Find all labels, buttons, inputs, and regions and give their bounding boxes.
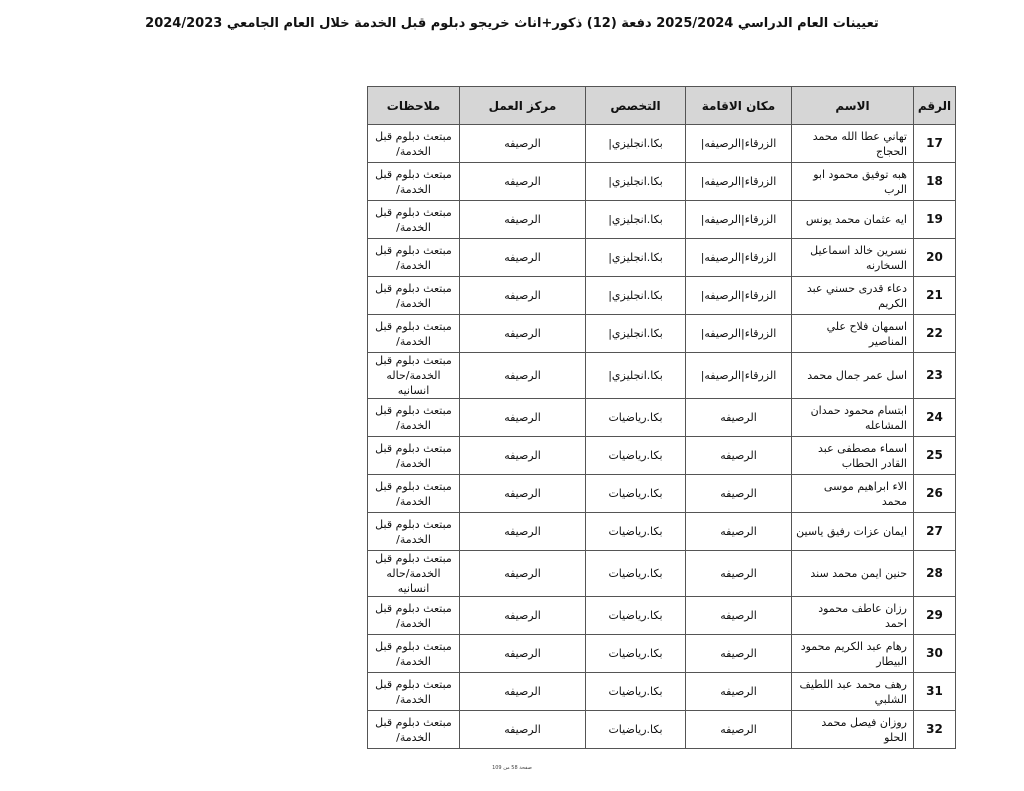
- row-number: 18: [914, 163, 956, 201]
- row-specialty: بكا.انجليزي|: [586, 353, 686, 399]
- row-name: حنين ايمن محمد سند: [792, 551, 914, 597]
- row-residence: الرصيفه: [686, 711, 792, 749]
- table-row: [368, 399, 956, 437]
- row-name: دعاء قدرى حسني عبد الكريم: [792, 277, 914, 315]
- row-specialty: بكا.انجليزي|: [586, 277, 686, 315]
- table-row: [368, 437, 956, 475]
- row-name: نسرين خالد اسماعيل السخارنه: [792, 239, 914, 277]
- row-workplace: الرصيفه: [460, 163, 586, 201]
- row-notes: مبتعث دبلوم قبل الخدمة/: [368, 513, 460, 551]
- row-name: رهف محمد عبد اللطيف الشلبي: [792, 673, 914, 711]
- row-specialty: بكا.انجليزي|: [586, 125, 686, 163]
- table-row: [368, 315, 956, 353]
- row-notes: مبتعث دبلوم قبل الخدمة/: [368, 315, 460, 353]
- row-workplace: الرصيفه: [460, 635, 586, 673]
- page-number-footer: صفحة 58 من 109: [492, 765, 532, 771]
- row-workplace: الرصيفه: [460, 201, 586, 239]
- table-row: [368, 163, 956, 201]
- row-specialty: بكا.انجليزي|: [586, 315, 686, 353]
- table-row: [368, 239, 956, 277]
- row-residence: الزرقاء|الرصيفه|: [686, 353, 792, 399]
- table-row: [368, 125, 956, 163]
- row-name: ابتسام محمود حمدان المشاعله: [792, 399, 914, 437]
- row-name: اسماء مصطفى عبد القادر الحطاب: [792, 437, 914, 475]
- row-workplace: الرصيفه: [460, 239, 586, 277]
- row-workplace: الرصيفه: [460, 597, 586, 635]
- row-notes: مبتعث دبلوم قبل الخدمة/: [368, 277, 460, 315]
- row-specialty: بكا.انجليزي|: [586, 201, 686, 239]
- table-row: [368, 513, 956, 551]
- row-residence: الرصيفه: [686, 635, 792, 673]
- row-number: 25: [914, 437, 956, 475]
- row-specialty: بكا.رياضيات: [586, 513, 686, 551]
- row-specialty: بكا.رياضيات: [586, 475, 686, 513]
- row-number: 24: [914, 399, 956, 437]
- row-notes: مبتعث دبلوم قبل الخدمة/: [368, 635, 460, 673]
- row-workplace: الرصيفه: [460, 125, 586, 163]
- row-number: 26: [914, 475, 956, 513]
- row-workplace: الرصيفه: [460, 475, 586, 513]
- row-notes: مبتعث دبلوم قبل الخدمة/: [368, 201, 460, 239]
- row-specialty: بكا.رياضيات: [586, 597, 686, 635]
- row-specialty: بكا.رياضيات: [586, 437, 686, 475]
- header-name: الاسم: [792, 87, 914, 125]
- table-header-row: [368, 87, 956, 125]
- row-residence: الزرقاء|الرصيفه|: [686, 239, 792, 277]
- row-name: رهام عبد الكريم محمود البيطار: [792, 635, 914, 673]
- table-row: [368, 277, 956, 315]
- row-number: 27: [914, 513, 956, 551]
- row-number: 22: [914, 315, 956, 353]
- row-workplace: الرصيفه: [460, 353, 586, 399]
- appointments-table: [367, 86, 956, 749]
- row-specialty: بكا.رياضيات: [586, 399, 686, 437]
- row-notes: مبتعث دبلوم قبل الخدمة/: [368, 239, 460, 277]
- row-number: 28: [914, 551, 956, 597]
- row-number: 19: [914, 201, 956, 239]
- row-name: اسل عمر جمال محمد: [792, 353, 914, 399]
- table-row: [368, 475, 956, 513]
- row-number: 32: [914, 711, 956, 749]
- row-name: تهاني عطا الله محمد الحجاج: [792, 125, 914, 163]
- row-residence: الرصيفه: [686, 437, 792, 475]
- row-name: ايه عثمان محمد يونس: [792, 201, 914, 239]
- row-notes: مبتعث دبلوم قبل الخدمة/حاله انسانيه: [368, 551, 460, 597]
- row-notes: مبتعث دبلوم قبل الخدمة/حاله انسانيه: [368, 353, 460, 399]
- row-notes: مبتعث دبلوم قبل الخدمة/: [368, 673, 460, 711]
- row-notes: مبتعث دبلوم قبل الخدمة/: [368, 163, 460, 201]
- row-notes: مبتعث دبلوم قبل الخدمة/: [368, 475, 460, 513]
- row-residence: الزرقاء|الرصيفه|: [686, 163, 792, 201]
- row-name: رزان عاطف محمود احمد: [792, 597, 914, 635]
- row-name: هبه توفيق محمود ابو الرب: [792, 163, 914, 201]
- table-row: [368, 353, 956, 399]
- row-residence: الزرقاء|الرصيفه|: [686, 201, 792, 239]
- row-name: اسمهان فلاح علي المناصير: [792, 315, 914, 353]
- row-specialty: بكا.رياضيات: [586, 673, 686, 711]
- header-workplace: مركز العمل: [460, 87, 586, 125]
- row-workplace: الرصيفه: [460, 513, 586, 551]
- row-workplace: الرصيفه: [460, 399, 586, 437]
- row-specialty: بكا.رياضيات: [586, 635, 686, 673]
- row-residence: الرصيفه: [686, 551, 792, 597]
- row-residence: الزرقاء|الرصيفه|: [686, 125, 792, 163]
- header-notes: ملاحظات: [368, 87, 460, 125]
- row-name: ايمان عزات رفيق ياسين: [792, 513, 914, 551]
- table-row: [368, 597, 956, 635]
- header-number: الرقم: [914, 87, 956, 125]
- row-workplace: الرصيفه: [460, 551, 586, 597]
- table-row: [368, 635, 956, 673]
- row-workplace: الرصيفه: [460, 315, 586, 353]
- row-residence: الرصيفه: [686, 475, 792, 513]
- row-number: 31: [914, 673, 956, 711]
- row-number: 17: [914, 125, 956, 163]
- row-specialty: بكا.رياضيات: [586, 551, 686, 597]
- row-notes: مبتعث دبلوم قبل الخدمة/: [368, 711, 460, 749]
- row-number: 30: [914, 635, 956, 673]
- row-notes: مبتعث دبلوم قبل الخدمة/: [368, 597, 460, 635]
- row-number: 20: [914, 239, 956, 277]
- row-name: الاء ابراهيم موسى محمد: [792, 475, 914, 513]
- table-row: [368, 711, 956, 749]
- row-number: 29: [914, 597, 956, 635]
- row-workplace: الرصيفه: [460, 277, 586, 315]
- row-notes: مبتعث دبلوم قبل الخدمة/: [368, 437, 460, 475]
- page-title: تعيينات العام الدراسي 2025/2024 دفعة (12) ذكور+اناث خريجو دبلوم قبل الخدمة خلال العام الجامعي 2024/2023: [145, 16, 879, 31]
- row-name: روزان فيصل محمد الحلو: [792, 711, 914, 749]
- header-residence: مكان الاقامة: [686, 87, 792, 125]
- row-specialty: بكا.انجليزي|: [586, 239, 686, 277]
- row-workplace: الرصيفه: [460, 711, 586, 749]
- header-specialty: التخصص: [586, 87, 686, 125]
- row-notes: مبتعث دبلوم قبل الخدمة/: [368, 125, 460, 163]
- table-row: [368, 201, 956, 239]
- row-specialty: بكا.رياضيات: [586, 711, 686, 749]
- row-residence: الرصيفه: [686, 597, 792, 635]
- row-number: 21: [914, 277, 956, 315]
- row-notes: مبتعث دبلوم قبل الخدمة/: [368, 399, 460, 437]
- row-workplace: الرصيفه: [460, 673, 586, 711]
- row-residence: الزرقاء|الرصيفه|: [686, 315, 792, 353]
- row-residence: الرصيفه: [686, 673, 792, 711]
- row-workplace: الرصيفه: [460, 437, 586, 475]
- row-specialty: بكا.انجليزي|: [586, 163, 686, 201]
- row-residence: الزرقاء|الرصيفه|: [686, 277, 792, 315]
- row-number: 23: [914, 353, 956, 399]
- row-residence: الرصيفه: [686, 399, 792, 437]
- row-residence: الرصيفه: [686, 513, 792, 551]
- table-row: [368, 551, 956, 597]
- table-row: [368, 673, 956, 711]
